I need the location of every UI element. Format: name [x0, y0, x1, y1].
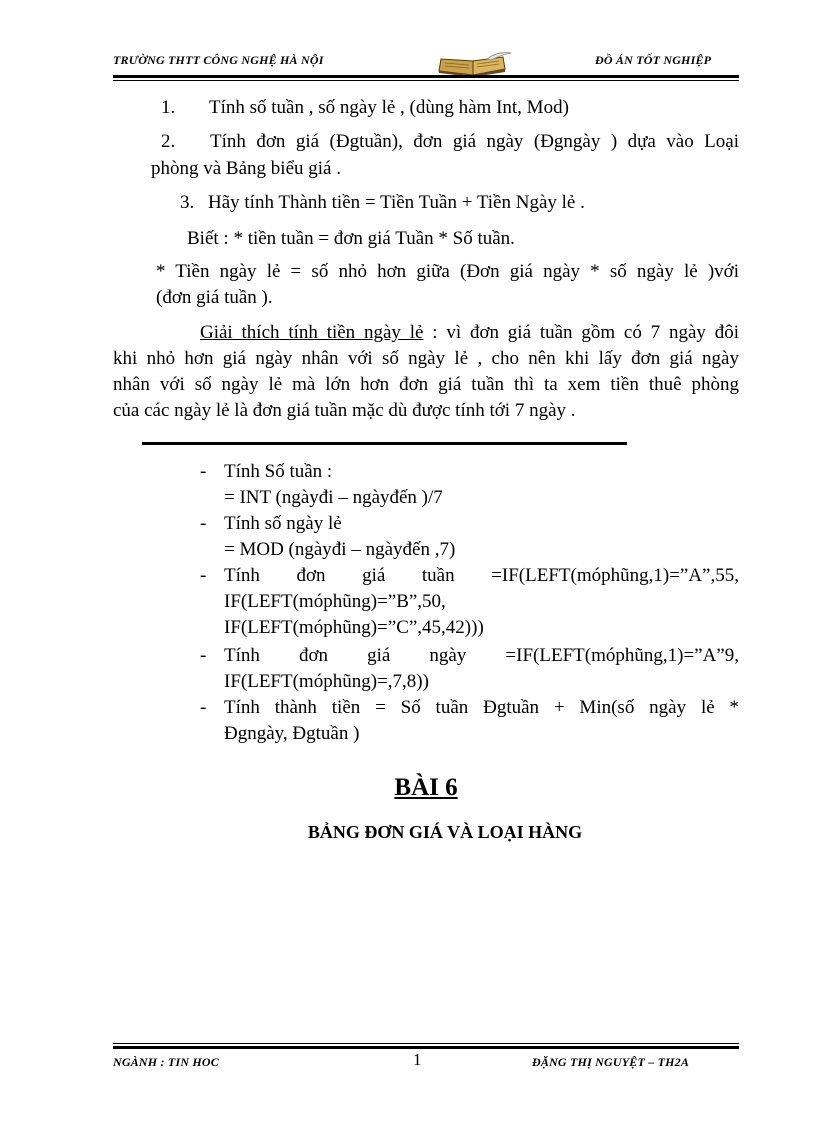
explain-label: Giải thích tính tiền ngày lẻ: [200, 322, 424, 343]
item-1-text: Tính số tuần , số ngày lẻ , (dùng hàm Int, Mod): [209, 97, 569, 118]
solution-5-line-1: Tính thành tiền = Số tuần Đgtuần + Min(số ngày lẻ *: [224, 697, 739, 718]
item-1-number: 1.: [161, 97, 176, 118]
explain-line-1: [200, 320, 739, 346]
header-rule-thin: [113, 80, 739, 81]
explain-line-4: của các ngày lẻ là đơn giá tuần mặc dù được tính tới 7 ngày .: [113, 400, 576, 421]
solution-3-line-2: IF(LEFT(móphũng)=”B”,50,: [224, 591, 446, 612]
solution-2-title: Tính số ngày lẻ: [224, 513, 342, 534]
header-rule: [113, 75, 739, 78]
open-book-icon: [437, 51, 513, 77]
item-2-line-2: phòng và Bảng biểu giá .: [151, 158, 341, 179]
section-title: BÀI 6: [394, 774, 458, 801]
item-2-number: 2.: [161, 131, 176, 152]
bullet-dash-5: -: [200, 697, 207, 718]
note-tien-ngay-le-line-2: (đơn giá tuần ).: [156, 287, 273, 308]
solution-4-line-2: IF(LEFT(móphũng)=,7,8)): [224, 671, 429, 692]
item-3-number: 3.: [180, 192, 195, 213]
bullet-dash-4: -: [200, 645, 207, 666]
item-2-line-1: Tính đơn giá (Đgtuần), đơn giá ngày (Đgngày ) dựa vào Loại: [210, 131, 739, 152]
solution-3-line-1: Tính đơn giá tuần =IF(LEFT(móphũng,1)=”A”,55,: [224, 565, 739, 586]
solution-4-line-1: Tính đơn giá ngày =IF(LEFT(móphũng,1)=”A”9,: [224, 645, 739, 666]
footer-department: NGÀNH : TIN HOC: [113, 1055, 220, 1069]
solution-2-formula: = MOD (ngàyđi – ngàyđến ,7): [224, 539, 456, 560]
footer-rule-thin: [113, 1043, 739, 1044]
explain-line-3: nhân với số ngày lẻ mà lớn hơn đơn giá tuần thì ta xem tiền thuê phòng: [113, 374, 739, 395]
footer-rule: [113, 1046, 739, 1049]
page-number: 1: [413, 1050, 422, 1069]
note-biet: Biết : * tiền tuần = đơn giá Tuần * Số tuần.: [187, 228, 515, 249]
bullet-dash-1: -: [200, 461, 207, 482]
item-3-text: Hãy tính Thành tiền = Tiền Tuần + Tiền Ngày lẻ .: [208, 192, 585, 213]
solution-1-formula: = INT (ngàyđi – ngàyđến )/7: [224, 487, 443, 508]
section-separator: [142, 442, 627, 445]
header-project-title: ĐỒ ÁN TỐT NGHIỆP: [595, 53, 712, 67]
bullet-dash-2: -: [200, 513, 207, 534]
section-subtitle: BẢNG ĐƠN GIÁ VÀ LOẠI HÀNG: [307, 822, 583, 842]
solution-3-line-3: IF(LEFT(móphũng)=”C”,45,42))): [224, 617, 484, 638]
header-school-name: TRƯỜNG THTT CÔNG NGHỆ HÀ NỘI: [113, 53, 324, 67]
explain-line-1-rest: : vì đơn giá tuần gồm có 7 ngày đôi: [423, 322, 739, 343]
solution-5-line-2: Đgngày, Đgtuần ): [224, 723, 360, 744]
solution-1-title: Tính Số tuần :: [224, 461, 333, 482]
bullet-dash-3: -: [200, 565, 207, 586]
explain-line-2: khi nhỏ hơn giá ngày nhân với số ngày lẻ , cho nên khi lấy đơn giá ngày: [113, 348, 739, 369]
footer-author: ĐẶNG THỊ NGUYỆT – TH2A: [532, 1055, 690, 1069]
note-tien-ngay-le-line-1: * Tiền ngày lẻ = số nhỏ hơn giữa (Đơn giá ngày * số ngày lẻ )với: [156, 261, 739, 282]
